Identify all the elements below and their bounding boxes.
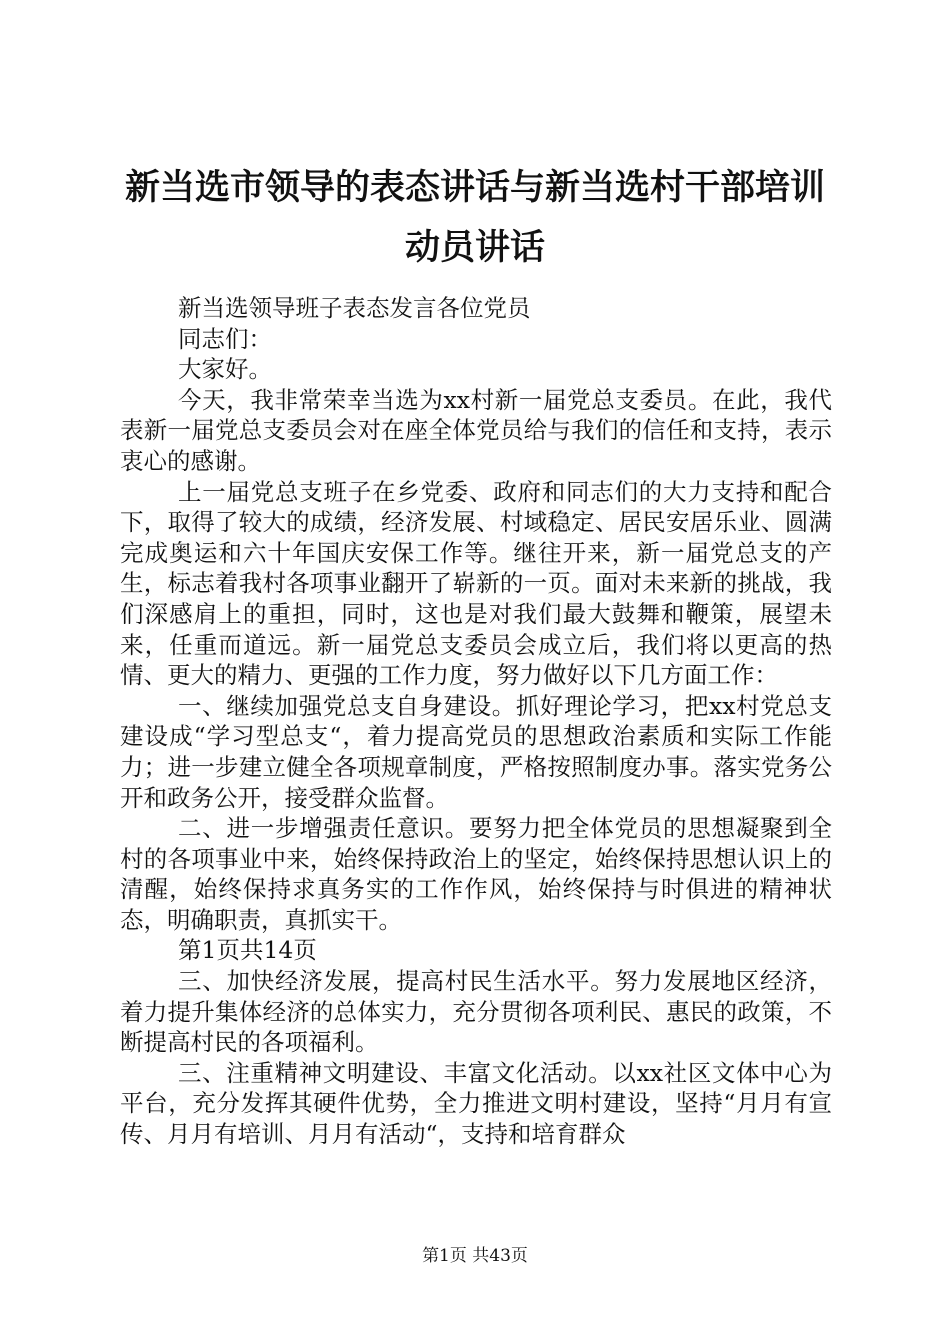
paragraph: 三、注重精神文明建设、丰富文化活动。以xx社区文体中心为平台，充分发挥其硬件优势，全力推进文明村建设，坚持“月月有宣传、月月有培训、月月有活动“，支持和培育群众 <box>120 1058 832 1149</box>
inline-page-marker: 第1页共14页 <box>178 936 317 965</box>
document-title-line-1: 新当选市领导的表态讲话与新当选村干部培训 <box>124 168 825 208</box>
document-body <box>120 293 832 1150</box>
paragraph: 今天，我非常荣幸当选为xx村新一届党总支委员。在此，我代表新一届党总支委员会对在座全体党员给与我们的信任和支持，表示衷心的感谢。 <box>120 385 832 475</box>
paragraph: 新当选领导班子表态发言各位党员 <box>178 294 531 322</box>
paragraph: 同志们： <box>178 324 272 353</box>
document-title-line-2: 动员讲话 <box>404 228 545 268</box>
page-footer: 第1页 共43页 <box>422 1246 528 1266</box>
paragraph: 三、加快经济发展，提高村民生活水平。努力发展地区经济，着力提升集体经济的总体实力，充分贯彻各项利民、惠民的政策，不断提高村民的各项福利。 <box>120 967 832 1057</box>
paragraph: 一、继续加强党总支自身建设。抓好理论学习，把xx村党总支建设成“学习型总支“，着力提高党员的思想政治素质和实际工作能力；进一步建立健全各项规章制度，严格按照制度办事。落实党务公开和政务公开，接受群众监督。 <box>120 691 832 812</box>
paragraph: 大家好。 <box>178 355 272 384</box>
paragraph: 上一届党总支班子在乡党委、政府和同志们的大力支持和配合下，取得了较大的成绩，经济发展、村域稳定、居民安居乐业、圆满完成奥运和六十年国庆安保工作等。继往开来，新一届党总支的产生，标志着我村各项事业翻开了崭新的一页。面对未来新的挑战，我们深感肩上的重担，同时，这也是对我们最大鼓舞和鞭策，展望未来，任重而道远。新一届党总支委员会成立后，我们将以更高的热情、更大的精力、更强的工作力度，努力做好以下几方面工作： <box>120 477 832 690</box>
paragraph: 二、进一步增强责任意识。要努力把全体党员的思想凝聚到全村的各项事业中来，始终保持政治上的坚定，始终保持思想认识上的清醒，始终保持求真务实的工作作风，始终保持与时俱进的精神状态，明确职责，真抓实干。 <box>120 814 832 934</box>
